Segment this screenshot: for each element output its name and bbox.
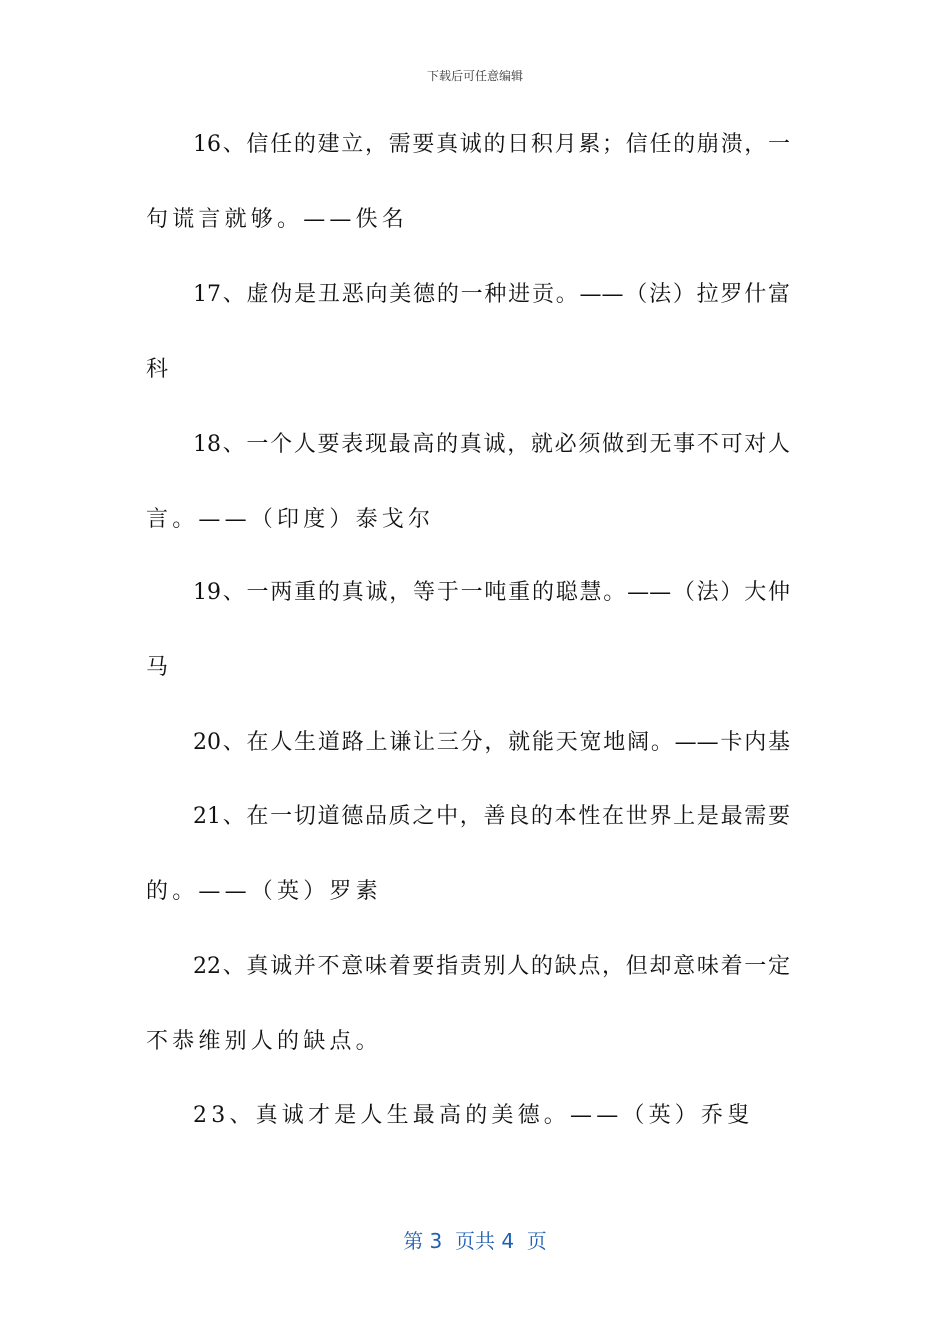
quote-21-line-1: 21、在一切道德品质之中，善良的本性在世界上是最需要 <box>193 804 790 829</box>
quote-16-line-2: 句谎言就够。——佚名 <box>146 207 409 232</box>
quote-17-line-2: 科 <box>146 357 173 382</box>
quote-16-line-1: 16、信任的建立，需要真诚的日积月累；信任的崩溃，一 <box>193 132 790 157</box>
quote-17-line-1: 17、虚伪是丑恶向美德的一种进贡。——（法）拉罗什富 <box>193 282 790 307</box>
page-header: 下载后可任意编辑 <box>426 69 523 83</box>
quote-20-line-1: 20、在人生道路上谦让三分，就能天宽地阔。——卡内基 <box>193 730 790 755</box>
quote-19-line-2: 马 <box>146 655 173 680</box>
quote-22-line-1: 22、真诚并不意味着要指责别人的缺点，但却意味着一定 <box>193 954 790 979</box>
quote-18-line-1: 18、一个人要表现最高的真诚，就必须做到无事不可对人 <box>193 432 790 457</box>
quote-23-line-1: 23、真诚才是人生最高的美德。——（英）乔叟 <box>193 1103 754 1128</box>
quote-18-line-2: 言。——（印度）泰戈尔 <box>146 507 435 532</box>
quote-19-line-1: 19、一两重的真诚，等于一吨重的聪慧。——（法）大仲 <box>193 580 790 605</box>
quote-22-line-2: 不恭维别人的缺点。 <box>146 1029 382 1054</box>
page-footer: 第 3 页共 4 页 <box>403 1229 547 1253</box>
quote-21-line-2: 的。——（英）罗素 <box>146 879 382 904</box>
